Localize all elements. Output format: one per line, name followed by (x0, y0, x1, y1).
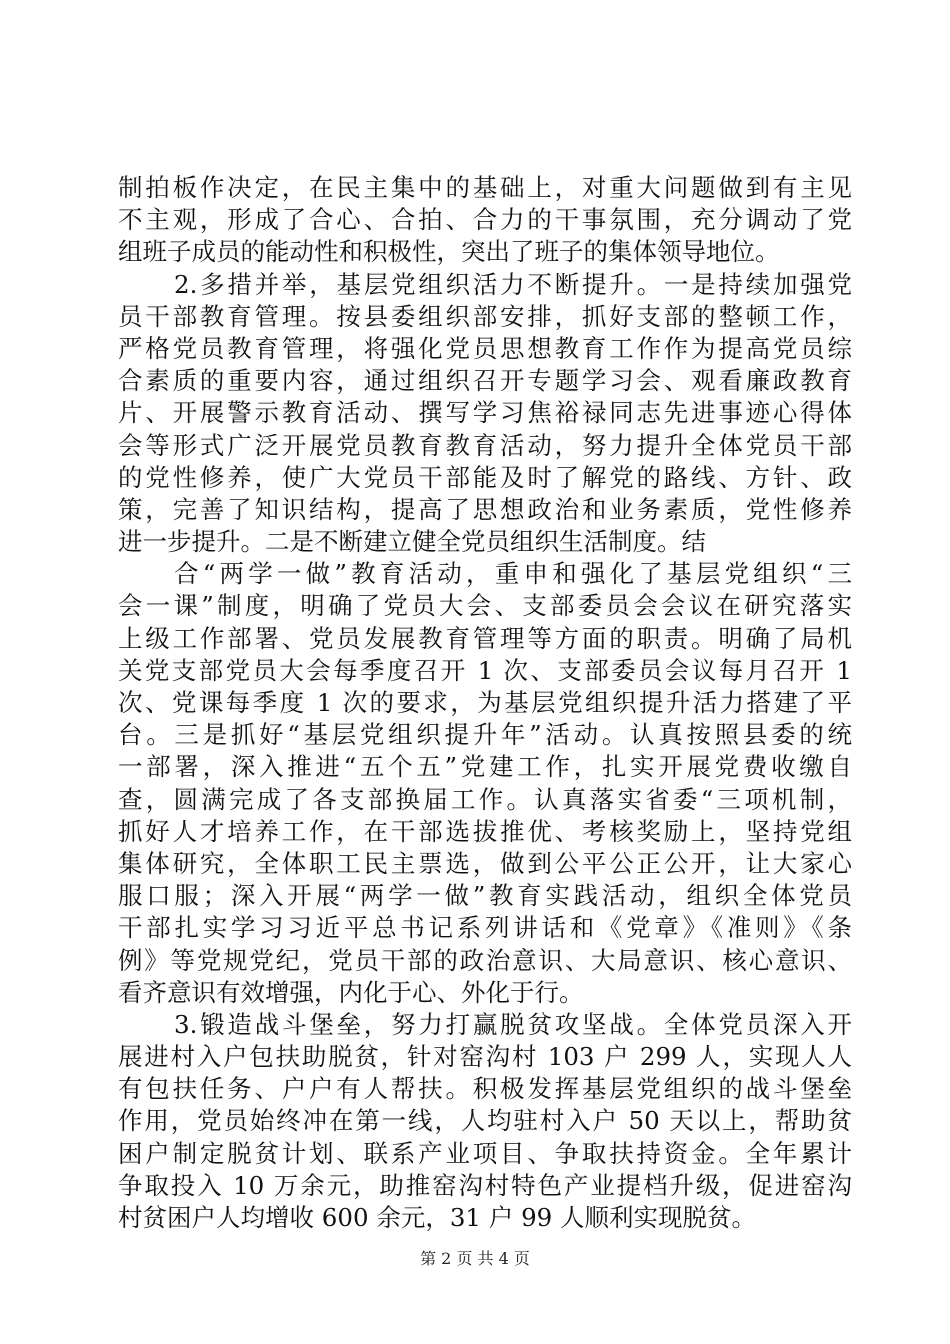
text-line: 严格党员教育管理，将强化党员思想教育工作作为提高党员综 (118, 333, 852, 363)
page-number-footer: 第 2 页 共 4 页 (420, 1249, 530, 1268)
text-line: 有包扶任务、户户有人帮扶。积极发挥基层党组织的战斗堡垒 (118, 1074, 852, 1104)
text-line: 展进村入户包扶助脱贫，针对窑沟村 103 户 299 人，实现人人 (118, 1042, 852, 1072)
text-line: 策，完善了知识结构，提高了思想政治和业务素质，党性修养 (118, 494, 852, 524)
text-line: 服口服；深入开展“两学一做”教育实践活动，组织全体党员 (118, 881, 852, 911)
text-line: 查，圆满完成了各支部换届工作。认真落实省委“三项机制， (118, 784, 852, 814)
text-line: 次、党课每季度 1 次的要求，为基层党组织提升活力搭建了平 (118, 688, 852, 717)
text-line: 抓好人才培养工作，在干部选拔推优、考核奖励上，坚持党组 (118, 816, 852, 846)
text-line: 集体研究，全体职工民主票选，做到公平公正公开，让大家心 (118, 848, 852, 878)
text-line: 制拍板作决定，在民主集中的基础上，对重大问题做到有主见 (118, 173, 852, 202)
text-line: 困户制定脱贫计划、联系产业项目、争取扶持资金。全年累计 (118, 1138, 852, 1168)
text-line: 台。三是抓好“基层党组织提升年”活动。认真按照县委的统 (118, 720, 852, 750)
text-line: 关党支部党员大会每季度召开 1 次、支部委员会议每月召开 1 (118, 655, 852, 685)
paragraph-start-line: 3.锻造战斗堡垒，努力打赢脱贫攻坚战。全体党员深入开 (174, 1009, 852, 1039)
text-line: 会等形式广泛开展党员教育教育活动，努力提升全体党员干部 (118, 430, 852, 460)
text-line: 不主观，形成了合心、合拍、合力的干事氛围，充分调动了党 (118, 205, 852, 235)
text-line: 员干部教育管理。按县委组织部安排，抓好支部的整顿工作， (118, 301, 852, 331)
text-line: 上级工作部署、党员发展教育管理等方面的职责。明确了局机 (118, 623, 852, 653)
document-body (118, 172, 852, 1234)
text-line: 看齐意识有效增强，内化于心、外化于行。 (118, 977, 584, 1007)
text-line: 会一课”制度，明确了党员大会、支部委员会会议在研究落实 (118, 591, 852, 621)
text-line: 合素质的重要内容，通过组织召开专题学习会、观看廉政教育 (118, 366, 852, 396)
text-line: 村贫困户人均增收 600 余元，31 户 99 人顺利实现脱贫。 (118, 1203, 757, 1232)
paragraph-start-line: 合“两学一做”教育活动，重申和强化了基层党组织“三 (174, 559, 852, 589)
text-line: 争取投入 10 万余元，助推窑沟村特色产业提档升级，促进窑沟 (118, 1170, 852, 1200)
text-line: 片、开展警示教育活动、撰写学习焦裕禄同志先进事迹心得体 (118, 398, 852, 428)
text-line: 进一步提升。二是不断建立健全党员组织生活制度。结 (118, 527, 706, 557)
text-line: 作用，党员始终冲在第一线，人均驻村入户 50 天以上，帮助贫 (118, 1106, 852, 1136)
text-line: 的党性修养，使广大党员干部能及时了解党的路线、方针、政 (118, 462, 852, 492)
text-line: 组班子成员的能动性和积极性，突出了班子的集体领导地位。 (118, 237, 780, 267)
text-line: 一部署，深入推进“五个五”党建工作，扎实开展党费收缴自 (118, 752, 852, 782)
paragraph-start-line: 2.多措并举，基层党组织活力不断提升。一是持续加强党 (174, 269, 852, 299)
text-line: 例》等党规党纪，党员干部的政治意识、大局意识、核心意识、 (118, 945, 852, 975)
text-line: 干部扎实学习习近平总书记系列讲话和《党章》《准则》《条 (118, 913, 852, 943)
